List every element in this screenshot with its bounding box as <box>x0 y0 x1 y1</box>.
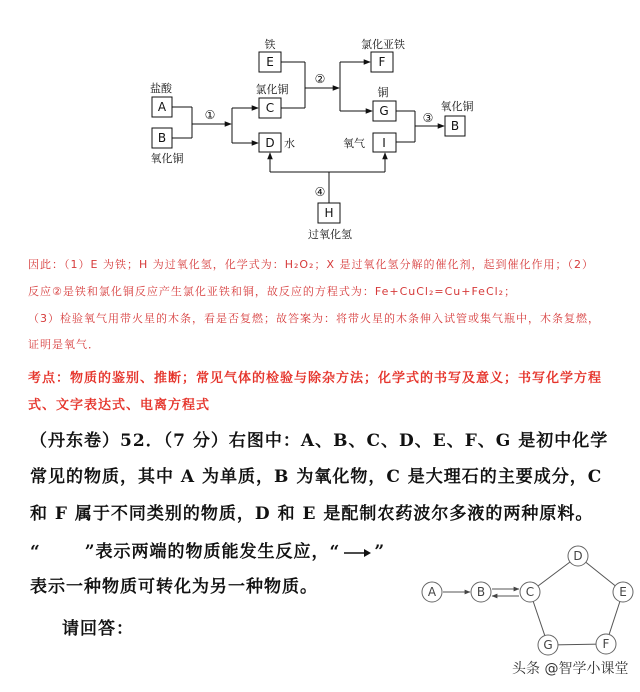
pent-node-g: G <box>543 638 553 652</box>
legend-open-quote: “ <box>30 542 41 562</box>
node-d: D <box>265 136 275 150</box>
arrow-symbol-icon <box>342 547 372 559</box>
label-g: 铜 <box>377 86 389 99</box>
legend-react-line <box>30 537 385 562</box>
question-prompt: 请回答： <box>62 619 134 639</box>
explanation-line-1: 因此：（1）E 为铁；H 为过氧化氢，化学式为：H₂O₂；X 是过氧化氢分解的催化剂，起到催化作用；（2） <box>28 258 594 271</box>
explanation-line-3: （3）检验氧气用带火星的木条，看是否复燃；故答案为：将带火星的木条伸入试管或集气瓶中，木条复燃， <box>28 312 600 325</box>
question-line-3: 和 F 属于不同类别的物质，D 和 E 是配制农药波尔多液的两种原料。 <box>30 504 594 524</box>
pent-node-c: C <box>525 585 535 599</box>
label-b-right: 氧化铜 <box>440 100 474 113</box>
label-h: 过氧化氢 <box>308 228 352 241</box>
step-3: ③ <box>422 111 434 125</box>
node-c: C <box>265 101 275 115</box>
label-b-left: 氧化铜 <box>150 152 184 165</box>
question-line-2: 常见的物质，其中 A 为单质，B 为氧化物，C 是大理石的主要成分，C <box>30 467 603 487</box>
label-d: 水 <box>284 137 295 150</box>
relation-diagram <box>410 540 638 658</box>
node-g: G <box>379 104 389 118</box>
pent-node-d: D <box>573 549 583 563</box>
label-e: 铁 <box>264 38 276 51</box>
node-h: H <box>324 206 334 220</box>
step-4: ④ <box>314 185 326 199</box>
pent-node-a: A <box>427 585 437 599</box>
legend-close-quote: ” <box>374 542 386 562</box>
reaction-diagram <box>0 0 640 250</box>
pent-node-e: E <box>619 585 627 599</box>
legend-convert-line: 表示一种物质可转化为另一种物质。 <box>30 577 318 597</box>
label-i: 氧气 <box>343 137 365 150</box>
label-c: 氯化铜 <box>255 83 289 96</box>
label-a: 盐酸 <box>150 82 172 95</box>
watermark: 头条 @智学小课堂 <box>512 661 629 677</box>
node-i: I <box>382 136 386 150</box>
kaodian-line-2: 式、文字表达式、电离方程式 <box>28 398 211 413</box>
question-line-1: （丹东卷）52．（7 分）右图中：A、B、C、D、E、F、G 是初中化学 <box>30 431 609 451</box>
explanation-line-2: 反应②是铁和氯化铜反应产生氯化亚铁和铜，故反应的方程式为：Fe+CuCl₂=Cu+FeCl₂； <box>28 285 517 298</box>
node-b-left: B <box>157 131 167 145</box>
pent-node-b: B <box>476 585 486 599</box>
step-2: ② <box>314 72 326 86</box>
label-f: 氯化亚铁 <box>361 38 405 51</box>
step-1: ① <box>204 108 216 122</box>
node-e: E <box>266 55 274 69</box>
explanation-line-4: 证明是氧气． <box>28 338 100 351</box>
node-b-right: B <box>450 119 460 133</box>
legend-react-text: ”表示两端的物质能发生反应，“ <box>84 542 341 562</box>
node-a: A <box>157 100 167 114</box>
node-f: F <box>378 55 386 69</box>
kaodian-line-1: 考点：物质的鉴别、推断；常见气体的检验与除杂方法；化学式的书写及意义；书写化学方程 <box>28 371 603 386</box>
pent-node-f: F <box>602 637 610 651</box>
